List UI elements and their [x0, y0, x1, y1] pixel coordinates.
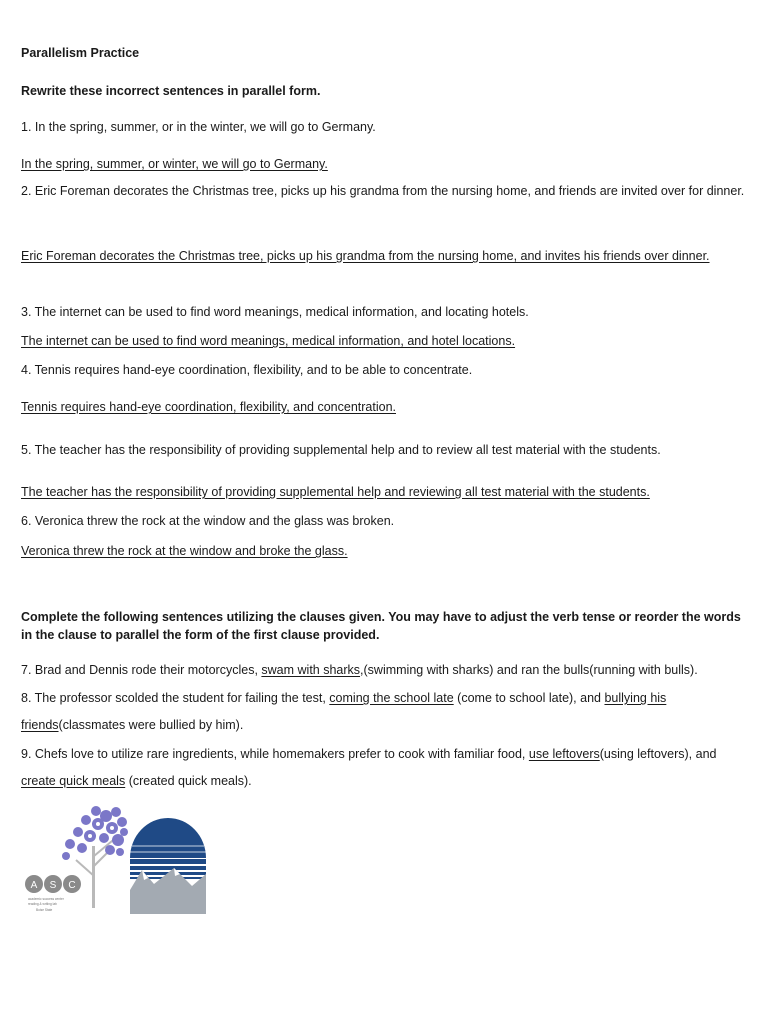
q9-text-2: (using leftovers), and — [599, 747, 717, 761]
instructions-rewrite: Rewrite these incorrect sentences in parallel form. — [21, 84, 321, 98]
logo-graphics — [24, 806, 214, 916]
tree-branch — [76, 860, 94, 876]
answer-2: Eric Foreman decorates the Christmas tree, picks up his grandma from the nursing home, and invites his friends over dinner. — [21, 249, 710, 263]
stripe — [130, 866, 206, 870]
question-1: 1. In the spring, summer, or in the winter, we will go to Germany. — [21, 120, 376, 134]
question-9 — [21, 741, 750, 795]
answer-1: In the spring, summer, or winter, we will go to Germany. — [21, 157, 328, 171]
q9-underlined-clause-2: create quick meals — [21, 774, 126, 788]
mountain-sun-logo — [130, 818, 206, 914]
stripe — [130, 859, 206, 864]
asc-letter-c: C — [68, 880, 76, 891]
q8-text-2: (come to school late), and — [453, 691, 605, 705]
q9-text-3: (created quick meals). — [125, 774, 252, 788]
q9-text-1: 9. Chefs love to utilize rare ingredients, while homemakers prefer to cook with familiar food, — [21, 747, 529, 761]
answer-4: Tennis requires hand-eye coordination, flexibility, and concentration. — [21, 400, 396, 414]
question-8 — [21, 685, 750, 739]
q7-underlined-clause: swam with sharks — [261, 663, 361, 677]
asc-tagline-3: Boise State — [36, 908, 53, 912]
asc-letter-s: S — [49, 880, 57, 891]
asc-tree-logo — [25, 806, 128, 912]
instructions-complete: Complete the following sentences utilizing the clauses given. You may have to adjust the verb tense or reorder the words in the clause to parallel the form of the first clause provided. — [21, 610, 741, 642]
q8-underlined-clause-2: bullying his friends — [21, 691, 667, 732]
q9-underlined-clause-1: use leftovers — [528, 747, 600, 761]
answer-6: Veronica threw the rock at the window and broke the glass. — [21, 544, 348, 558]
asc-circles — [25, 875, 81, 893]
page-title: Parallelism Practice — [21, 46, 140, 60]
q8-underlined-clause-1: coming the school late — [329, 691, 454, 705]
question-2: 2. Eric Foreman decorates the Christmas tree, picks up his grandma from the nursing home, and friends are invited over for dinner. — [21, 184, 745, 198]
question-7 — [21, 663, 750, 679]
asc-tagline-1: academic success center — [28, 897, 64, 901]
asc-letter-a: A — [30, 880, 38, 891]
question-4: 4. Tennis requires hand-eye coordination, flexibility, and to be able to concentrate. — [21, 363, 473, 377]
q7-text-2: ,(swimming with sharks) and ran the bulls(running with bulls). — [360, 663, 698, 677]
answer-3: The internet can be used to find word meanings, medical information, and hotel locations. — [21, 334, 516, 348]
q8-text-3: (classmates were bullied by him). — [58, 718, 244, 732]
q7-text-1: 7. Brad and Dennis rode their motorcycles, — [21, 663, 262, 677]
q8-text-1: 8. The professor scolded the student for failing the test, — [21, 691, 330, 705]
answer-5: The teacher has the responsibility of providing supplemental help and reviewing all test material with the students. — [21, 485, 650, 499]
question-5: 5. The teacher has the responsibility of providing supplemental help and to review all test material with the students. — [21, 443, 661, 457]
question-3: 3. The internet can be used to find word meanings, medical information, and locating hotels. — [21, 305, 529, 319]
logo-area — [24, 806, 214, 916]
question-6: 6. Veronica threw the rock at the window and the glass was broken. — [21, 514, 395, 528]
asc-tagline-2: reading & writing lab — [28, 902, 57, 906]
